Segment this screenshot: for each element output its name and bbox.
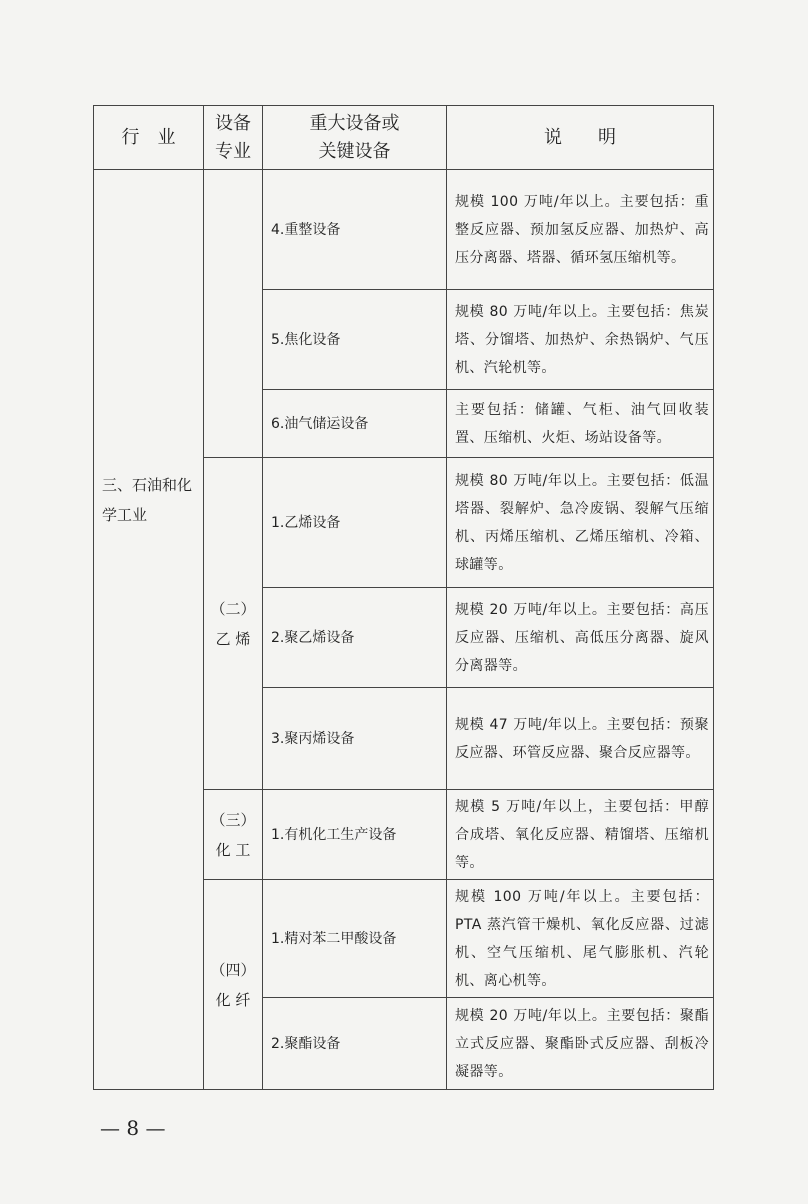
table-header-row [94,106,714,170]
header-major-line1: 设备 [215,112,251,134]
industry-cell: 三、石油和化学工业 [94,170,204,1090]
table-row [94,170,714,290]
header-equipment-line2: 关键设备 [318,140,391,162]
major-cell-ethylene: （二）乙 烯 [204,458,263,790]
header-equipment [263,106,447,170]
equipment-cell: 1.有机化工生产设备 [263,790,447,880]
description-cell: 规模 100 万吨/年以上。主要包括：PTA 蒸汽管干燥机、氧化反应器、过滤机、空气压缩机、尾气膨胀机、汽轮机、离心机等。 [447,880,714,998]
description-cell: 规模 20 万吨/年以上。主要包括：聚酯立式反应器、聚酯卧式反应器、刮板冷凝器等。 [447,998,714,1090]
description-cell: 规模 20 万吨/年以上。主要包括：高压反应器、压缩机、高低压分离器、旋风分离器等。 [447,588,714,688]
major-cell-chemical: （三）化 工 [204,790,263,880]
equipment-cell: 5.焦化设备 [263,290,447,390]
equipment-cell: 1.精对苯二甲酸设备 [263,880,447,998]
page-number: — 8 — [100,1116,166,1140]
equipment-table [93,105,714,1090]
header-major-line2: 专业 [215,140,251,162]
header-major [204,106,263,170]
equipment-cell: 3.聚丙烯设备 [263,688,447,790]
description-cell: 规模 5 万吨/年以上，主要包括：甲醇合成塔、氧化反应器、精馏塔、压缩机等。 [447,790,714,880]
description-cell: 规模 47 万吨/年以上。主要包括：预聚反应器、环管反应器、聚合反应器等。 [447,688,714,790]
equipment-cell: 6.油气储运设备 [263,390,447,458]
equipment-cell: 4.重整设备 [263,170,447,290]
equipment-cell: 1.乙烯设备 [263,458,447,588]
major-cell-blank [204,170,263,458]
equipment-cell: 2.聚酯设备 [263,998,447,1090]
description-cell: 规模 80 万吨/年以上。主要包括：焦炭塔、分馏塔、加热炉、余热锅炉、气压机、汽轮机等。 [447,290,714,390]
description-cell: 主要包括：储罐、气柜、油气回收装置、压缩机、火炬、场站设备等。 [447,390,714,458]
header-description: 说 明 [447,106,714,170]
description-cell: 规模 100 万吨/年以上。主要包括：重整反应器、预加氢反应器、加热炉、高压分离器、塔器、循环氢压缩机等。 [447,170,714,290]
description-cell: 规模 80 万吨/年以上。主要包括：低温塔器、裂解炉、急冷废锅、裂解气压缩机、丙烯压缩机、乙烯压缩机、冷箱、球罐等。 [447,458,714,588]
equipment-cell: 2.聚乙烯设备 [263,588,447,688]
major-cell-fiber: （四）化 纤 [204,880,263,1090]
header-equipment-line1: 重大设备或 [309,112,400,134]
header-industry: 行 业 [94,106,204,170]
